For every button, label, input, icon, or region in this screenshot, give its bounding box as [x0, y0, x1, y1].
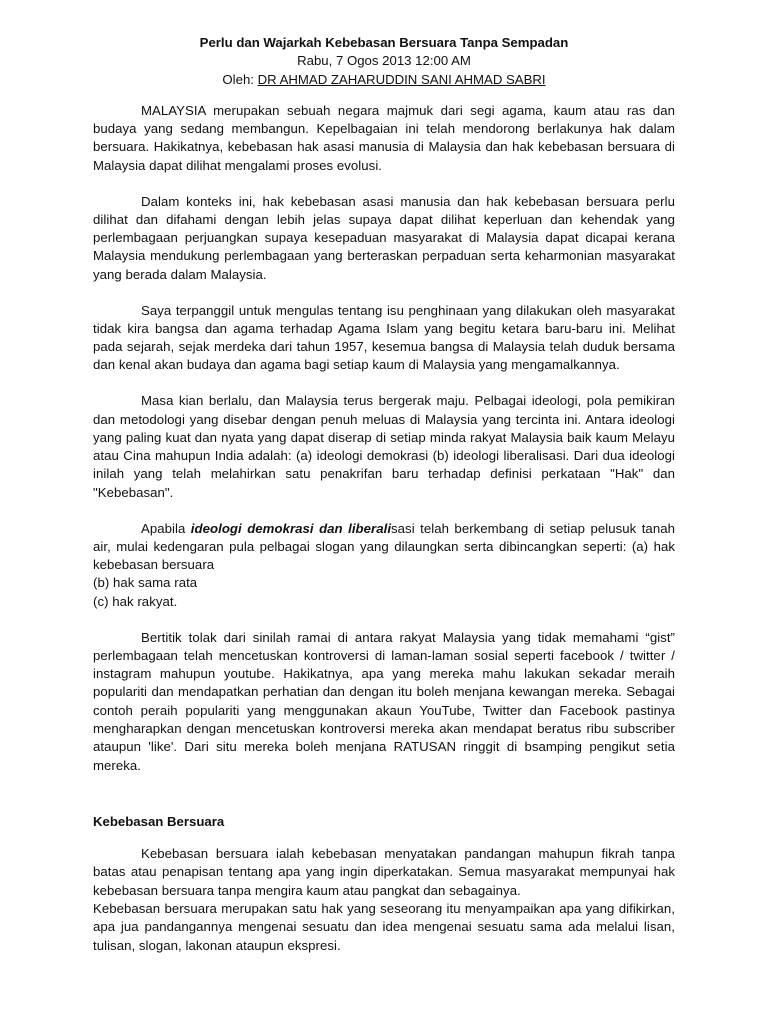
section-heading: Kebebasan Bersuara: [93, 813, 225, 829]
article-byline: [93, 71, 675, 89]
paragraph-3: Saya terpanggil untuk mengulas tentang isu penghinaan yang dilakukan oleh masyarakat tidak kira bangsa dan agama terhadap Agama Islam yang begitu ketara baru-baru ini. Melihat pada sejarah, sejak merdeka dari tahun 1957, kesemua bangsa di Malaysia telah duduk bersama dan kenal akan budaya dan agama bagi setiap kaum di Malaysia yang mengamalkannya.: [93, 302, 675, 373]
document-page: [93, 34, 675, 972]
paragraph-5-emphasis: ideologi demokrasi dan liberali: [190, 520, 392, 536]
paragraph-2: Dalam konteks ini, hak kebebasan asasi manusia dan hak kebebasan bersuara perlu dilihat dan difahami dengan lebih jelas supaya dapat dilihat keperluan dan kehendak yang perlembagaan perjuangkan supaya kesepaduan masyarakat di Malaysia dapat dicapai kerana Malaysia mendukung perlembagaan yang berteraskan perpaduan serta keharmonian masyarakat yang berada dalam Malaysia.: [93, 193, 675, 282]
paragraph-5-lead: Apabila: [141, 520, 191, 536]
paragraph-4: Masa kian berlalu, dan Malaysia terus bergerak maju. Pelbagai ideologi, pola pemikiran dan metodologi yang disebar dengan penuh meluas di Malaysia yang tercinta ini. Antara ideologi yang paling kuat dan nyata yang dapat diserap di setiap minda rakyat Malaysia baik kaum Melayu atau Cina mahupun India adalah: (a) ideologi demokrasi (b) ideologi liberalisasi. Dari dua ideologi inilah yang telah melahirkan satu penakrifan baru terhadap definisi perkataan "Hak" dan "Kebebasan".: [93, 393, 675, 500]
paragraph-5-text: sasi telah berkembang di setiap pelusuk tanah air, mulai kedengaran pula pelbagai slogan yang dilaungkan serta dibincangkan seperti: (a) hak kebebasan bersuara: [93, 520, 675, 573]
section-paragraph-2: Kebebasan bersuara merupakan satu hak yang seseorang itu menyampaikan apa yang difikirkan, apa jua pandangannya mengenai sesuatu dan idea mengenai sesuatu sama ada melalui lisan, tulisan, slogan, lakonan ataupun ekspresi.: [93, 901, 675, 953]
paragraph-5: [93, 520, 675, 611]
section-paragraph-1: Kebebasan bersuara ialah kebebasan menyatakan pandangan mahupun fikrah tanpa batas atau penapisan tentang apa yang ingin diperkatakan. Semua masyarakat mempunyai hak kebebasan bersuara tanpa mengira kaum atau pangkat dan sebagainya.: [93, 846, 675, 898]
list-item-c: (c) hak rakyat.: [93, 593, 178, 609]
author-name: DR AHMAD ZAHARUDDIN SANI AHMAD SABRI: [257, 71, 546, 87]
paragraph-1: MALAYSIA merupakan sebuah negara majmuk dari segi agama, kaum atau ras dan budaya yang sedang membangun. Kepelbagaian ini telah mendorong berlakunya hak dalam bersuara. Hakikatnya, kebebasan hak asasi manusia di Malaysia dan hak kebebasan bersuara di Malaysia dapat dilihat mengalami proses evolusi.: [93, 102, 675, 173]
article-header: [93, 34, 675, 89]
article-date: Rabu, 7 Ogos 2013 12:00 AM: [297, 53, 471, 69]
list-item-b: (b) hak sama rata: [93, 575, 198, 591]
paragraph-6: Bertitik tolak dari sinilah ramai di antara rakyat Malaysia yang tidak memahami “gist” perlembagaan telah mencetuskan kontroversi di laman-laman sosial seperti facebook / twitter / instagram mahupun youtube. Hakikatnya, apa yang mereka mahu lakukan sekadar meraih populariti dan mendapatkan perhatian dan dengan itu boleh menjana kewangan mereka. Sebagai contoh peraih populariti yang menggunakan akaun YouTube, Twitter dan Facebook pastinya mengharapkan dengan mencetuskan kontroversi mereka akan mendapat beratus ribu subscriber ataupun 'like'. Dari situ mereka boleh menjana RATUSAN ringgit di bsamping pengikut setia mereka.: [93, 629, 675, 773]
byline-prefix: Oleh:: [222, 71, 258, 87]
article-title: Perlu dan Wajarkah Kebebasan Bersuara Tanpa Sempadan: [199, 35, 569, 50]
